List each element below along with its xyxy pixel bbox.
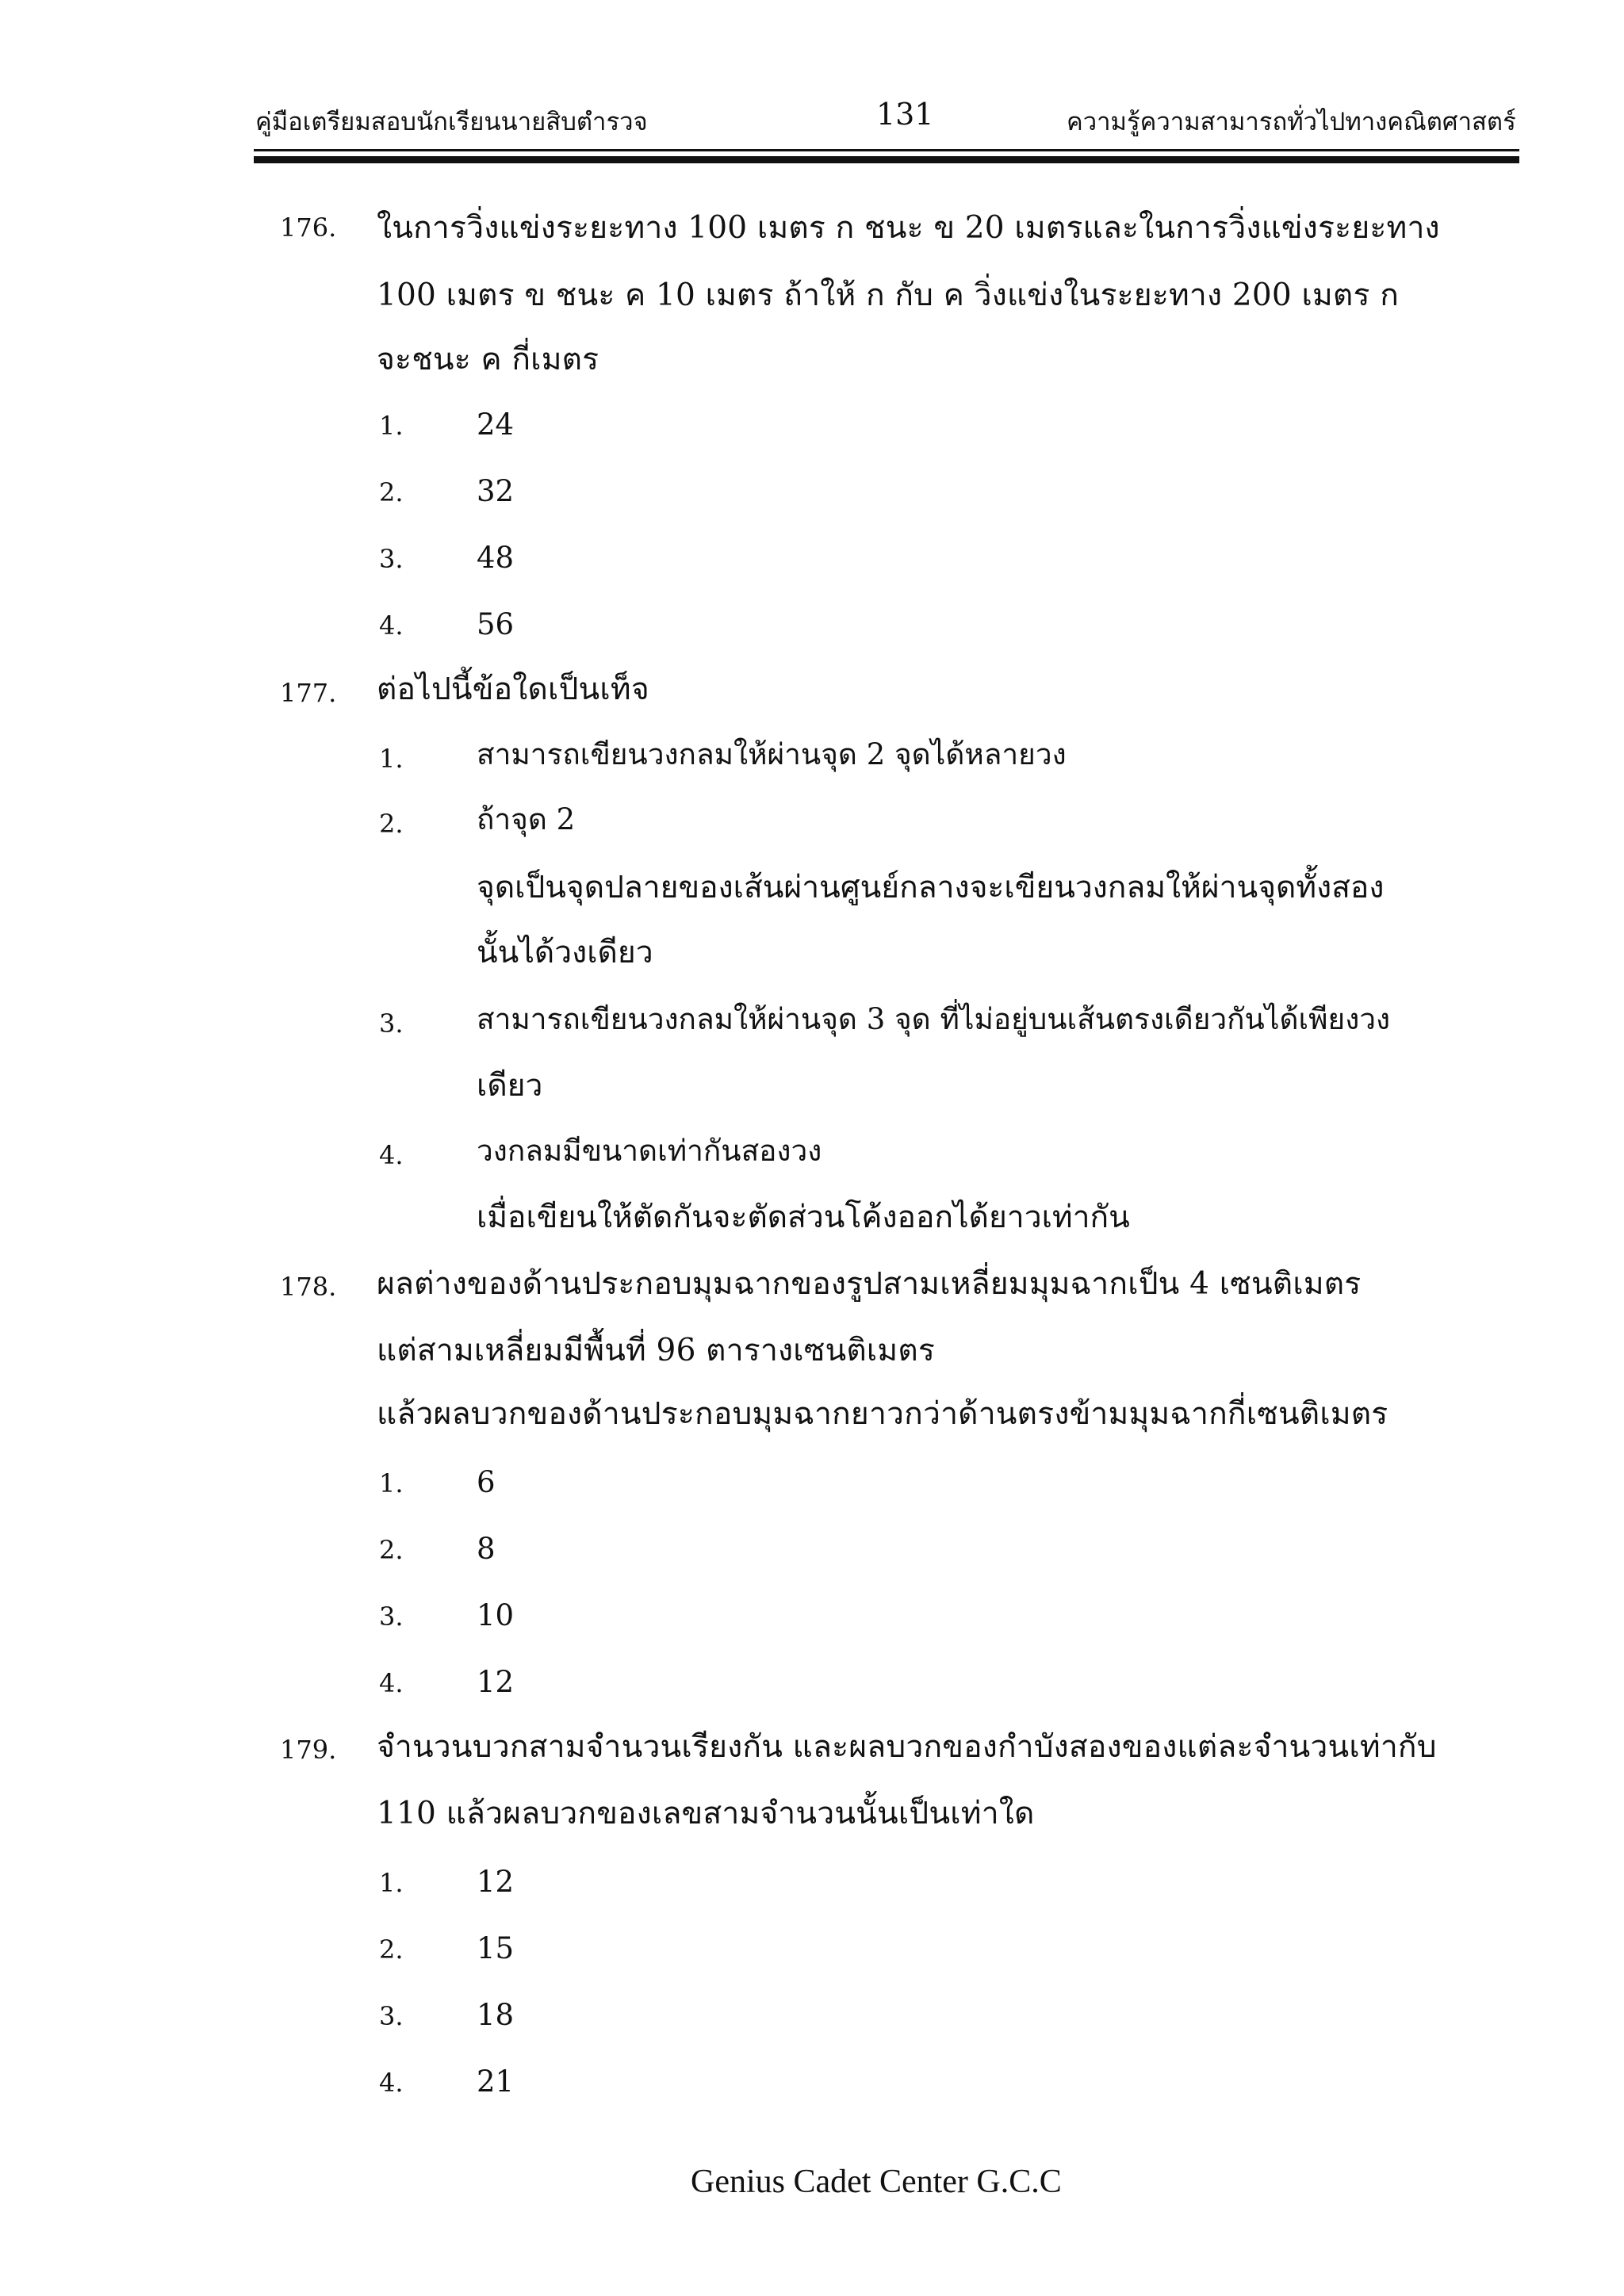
option-text: สามารถเขียนวงกลมให้ผ่านจุด 3 จุด ที่ไม่อยู่บนเส้นตรงเดียวกันได้เพียงวง xyxy=(477,1002,1391,1036)
option-text-continuation: เดียว xyxy=(477,1068,543,1104)
question-text-line: แต่สามเหลี่ยมมีพื้นที่ 96 ตารางเซนติเมตร xyxy=(377,1333,935,1368)
question-number: 178. xyxy=(280,1272,337,1302)
option-number: 3. xyxy=(379,544,404,574)
question-text-line: ผลต่างของด้านประกอบมุมฉากของรูปสามเหลี่ยมมุมฉากเป็น 4 เซนติเมตร xyxy=(377,1266,1362,1302)
option-text: 21 xyxy=(477,2064,515,2099)
header-rule-thick xyxy=(254,156,1519,163)
option-text: สามารถเขียนวงกลมให้ผ่านจุด 2 จุดได้หลายวง xyxy=(477,737,1067,771)
question-text-line: ในการวิ่งแข่งระยะทาง 100 เมตร ก ชนะ ข 20 เมตรและในการวิ่งแข่งระยะทาง xyxy=(377,210,1440,246)
option-number: 2. xyxy=(379,809,404,839)
option-text: 56 xyxy=(477,607,515,641)
question-text-line: 110 แล้วผลบวกของเลขสามจำนวนนั้นเป็นเท่าใด xyxy=(377,1796,1035,1831)
question-number: 177. xyxy=(280,678,337,708)
page-number: 131 xyxy=(876,97,934,132)
option-number: 4. xyxy=(379,2068,404,2098)
option-text: 48 xyxy=(477,541,515,575)
running-header-title: คู่มือเตรียมสอบนักเรียนนายสิบตำรวจ xyxy=(255,108,648,136)
option-number: 1. xyxy=(379,1468,404,1498)
option-text: 10 xyxy=(477,1598,515,1632)
option-number: 2. xyxy=(379,477,404,507)
option-number: 2. xyxy=(379,1535,404,1565)
option-text: 15 xyxy=(477,1931,515,1965)
option-number: 3. xyxy=(379,1601,404,1632)
option-text: 32 xyxy=(477,474,515,508)
option-number: 3. xyxy=(379,1008,404,1039)
option-text: 24 xyxy=(477,408,515,442)
option-text-continuation: นั้นได้วงเดียว xyxy=(477,935,653,970)
option-text: วงกลมมีขนาดเท่ากันสองวง xyxy=(477,1134,822,1168)
page-footer: Genius Cadet Center G.C.C xyxy=(691,2164,1062,2200)
question-number: 176. xyxy=(280,212,337,243)
option-text: 8 xyxy=(477,1532,496,1566)
option-text: 12 xyxy=(477,1665,515,1699)
option-text-continuation: จุดเป็นจุดปลายของเส้นผ่านศูนย์กลางจะเขียนวงกลมให้ผ่านจุดทั้งสอง xyxy=(477,870,1385,905)
option-text: 12 xyxy=(477,1865,515,1899)
question-number: 179. xyxy=(280,1735,337,1765)
option-text: ถ้าจุด 2 xyxy=(477,802,576,836)
question-text-line: ต่อไปนี้ข้อใดเป็นเท็จ xyxy=(377,672,649,707)
question-text-line: 100 เมตร ข ชนะ ค 10 เมตร ถ้าให้ ก กับ ค วิ่งแข่งในระยะทาง 200 เมตร ก xyxy=(377,277,1400,313)
question-text-line: จำนวนบวกสามจำนวนเรียงกัน และผลบวกของกำบังสองของแต่ละจำนวนเท่ากับ xyxy=(377,1729,1437,1765)
question-text-line: จะชนะ ค กี่เมตร xyxy=(377,342,599,377)
question-text-line: แล้วผลบวกของด้านประกอบมุมฉากยาวกว่าด้านตรงข้ามมุมฉากกี่เซนติเมตร xyxy=(377,1396,1388,1432)
option-number: 4. xyxy=(379,1668,404,1698)
option-number: 2. xyxy=(379,1934,404,1965)
option-number: 1. xyxy=(379,411,404,441)
option-number: 3. xyxy=(379,2001,404,2031)
option-number: 4. xyxy=(379,1140,404,1170)
option-number: 1. xyxy=(379,744,404,774)
option-number: 1. xyxy=(379,1868,404,1898)
option-text-continuation: เมื่อเขียนให้ตัดกันจะตัดส่วนโค้งออกได้ยาวเท่ากัน xyxy=(477,1200,1130,1235)
header-rule-thin xyxy=(254,149,1519,151)
option-text: 18 xyxy=(477,1998,515,2032)
option-text: 6 xyxy=(477,1465,496,1499)
running-header-subject: ความรู้ความสามารถทั่วไปทางคณิตศาสตร์ xyxy=(1067,108,1516,136)
option-number: 4. xyxy=(379,610,404,641)
